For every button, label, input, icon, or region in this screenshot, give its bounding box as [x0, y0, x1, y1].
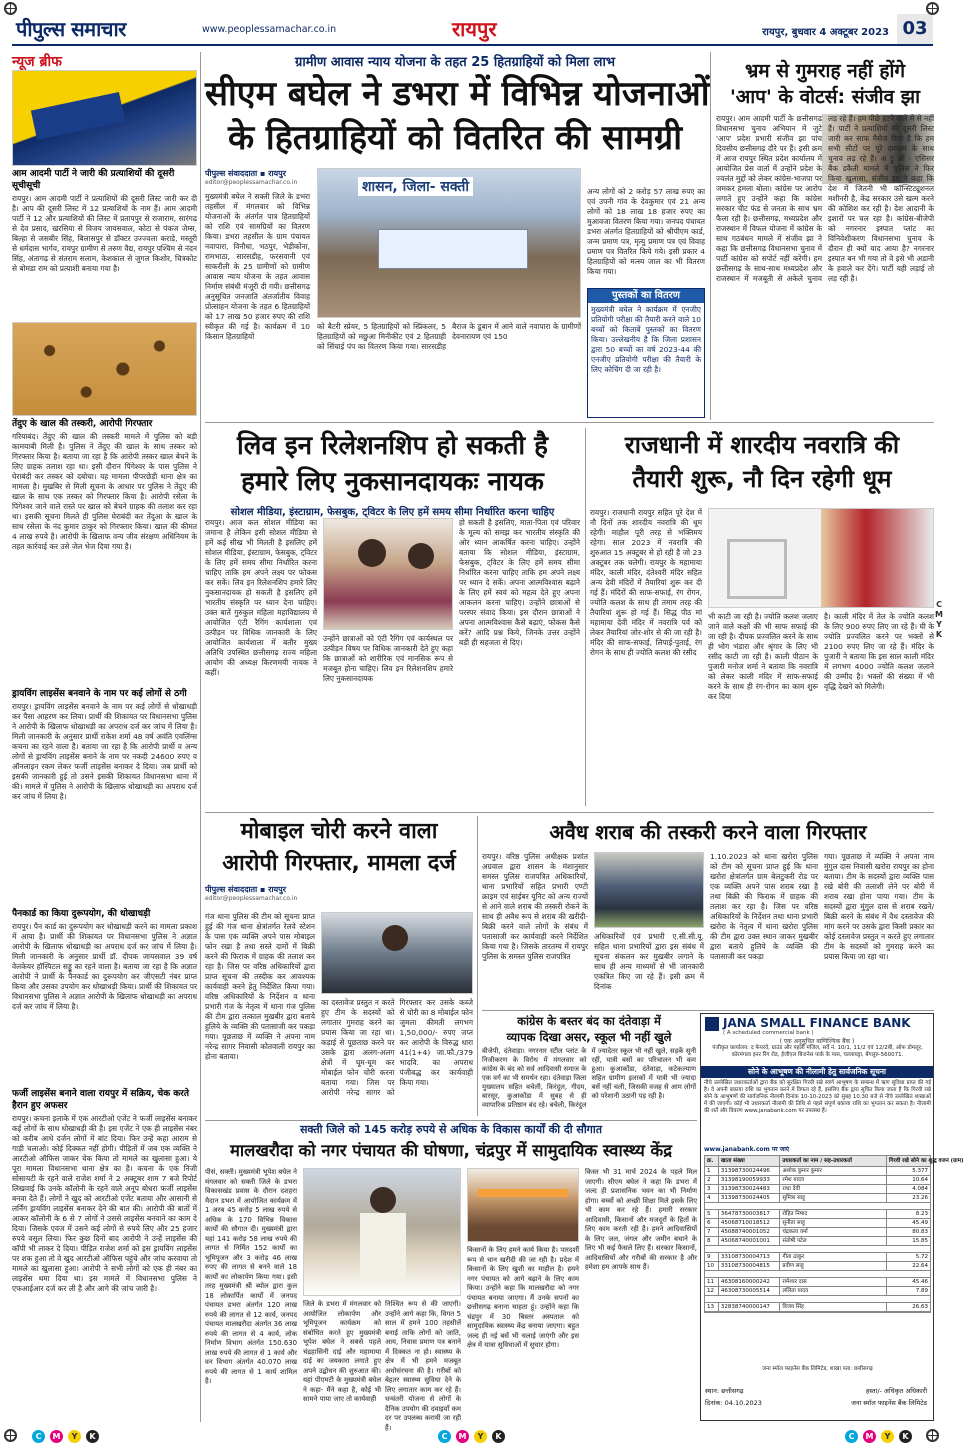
table-cell-wt: 5.377 [912, 1168, 928, 1174]
row-divider-2 [205, 812, 934, 813]
table-cell-acc: 31398730024405 [719, 1194, 780, 1202]
story-live-headline-1: लिव इन रिलेशनशिप हो सकती है [236, 431, 548, 461]
page-number: 03 [897, 14, 933, 44]
story-navratri-photo [708, 508, 934, 608]
story-live-in [205, 428, 580, 808]
story-mobile-col1: गंज थाना पुलिस की टीम को सूचना प्राप्त हुई की गंज थाना क्षेत्रांतर्गत रेलवे स्टेशन के पास एक व्यक्ति अपने पास मोबाइल फोन रखा है तथा सस्ते दामों में बिक्री करने की फिराक में ग्राहक की तलाश कर रहा है। जिस पर वरिष्ठ अधिकारियों द्वारा प्राप्त सूचना की तस्दीक कर आवश्यक कार्यवाही करने हेतु निर्देशित किया गया। वरिष्ठ अधिकारियों के निर्देशन व थाना प्रभारी गंज के नेतृत्व में थाना गंज पुलिस की टीम द्वारा तत्काल मुखबीर द्वारा बताये हुलिये के व्यक्ति की पतासाजी कर पकड़ा गया। पूछताछ में व्यक्ति ने अपना नाम नरेन्द्र सागर निवासी कोतवाली रायपुर का होना बताया। [205, 912, 315, 1061]
masthead-website: www.peoplessamachar.co.in [202, 24, 337, 35]
story-congress [482, 1013, 696, 1117]
row-divider-1 [205, 422, 934, 423]
column-divider-top-right [710, 52, 711, 420]
table-cell-name: अशोक कुमार कुमार [780, 1167, 887, 1175]
brief-title-4: पैनकार्ड का किया दुरूपयोग, की धोखाधड़ी [12, 909, 151, 919]
story-liquor [482, 816, 934, 1008]
story-navratri-col2: भी काटी जा रही है। ज्योति कलश जलाए जाने वाले कक्षों की भी साफ सफाई की जा रही है। दीपक प्रज्वलित करने के साथ ही भोग भंडारा और श्रृंगार के लिए भी रसीद काटी जा रही है। काली पीठान के पुजारी मनोज शर्मा ने बताया कि नवरात्रि को लेकर काली मंदिर में साफ-सफाई करने के साथ ही रंग-रोगन का काम शुरू कर दिया [708, 612, 818, 701]
table-cell-wt: 22.64 [912, 1263, 928, 1269]
table-cell-no: 8 [705, 1237, 719, 1245]
cmyk-magenta-dot: M [50, 1430, 63, 1443]
table-row [705, 1209, 930, 1219]
cmyk-cyan-dot: C [32, 1430, 45, 1443]
story-mobile [205, 816, 473, 1118]
leopard-skin-photo [12, 322, 197, 416]
table-cell-name: राधा देवी [780, 1185, 887, 1193]
story-bottom-col5: किस्त भी 31 मार्च 2024 के पहले मिल जाएगी। सीएम बघेल ने कहा कि डभरा में जल्द ही प्रशासनिक भवन का भी निर्माण होगा। बच्चों को अच्छी शिक्षा मिले इसके लिए भी काम कर रहे हैं। हमारी सरकार आदिवासी, किसानों और मजदूरों के हितों के लिए काम करती रही है। हमने आदिवासियों के लिए जल, जंगल और जमीन बचाने के लिए भी कई फैसले लिए हैं। सरकार किसानों, आदिवासियों और गरीबों की सरकार है और हमेशा हम आपके साथ हैं। [585, 1168, 697, 1271]
story-navratri-col1: रायपुर। राजधानी रायपुर सहित पूरे देश में नौ दिनों तक शारदीय नवरात्रि की धूम रहेगी। माहौल पूरी तरह से भक्तिमय रहेगा। साल 2023 में नवरात्रि की शुरुआत 15 अक्टूबर से हो रही है जो 23 अक्टूबर तक चलेगी। रायपुर के महामाया मंदिर, काली मंदिर, दंतेश्वरी मंदिर सहित अन्य देवी मंदिरों में तैयारियां शुरू कर दी गई हैं। मंदिरों की साफ-सफाई, रंग रोगन, ज्योति कलश के साथ ही तमाम तरह की तैयारियां शुरू हो गई हैं। सिद्ध पीठ मां महामाया देवी मंदिर में नवरात्रि पर्व को लेकर तैयारियां जोर-शोर से की जा रही है। मंदिर की साफ-सफाई, लिपाई-पुताई, रंग रोगन के साथ ही ज्योति कलश की रसीद [590, 508, 702, 657]
story-liquor-headline: अवैध शराब की तस्करी करने वाला गिरफ्तार [549, 820, 867, 844]
story-mobile-byline: पीपुल्स संवाददाता ▪ रायपुर [205, 885, 286, 894]
column-divider-mobile [477, 816, 478, 1116]
story-cm-headline-1: सीएम बघेल ने डभरा में विभिन्न योजनाओं [205, 74, 710, 114]
table-row [705, 1167, 930, 1176]
brief-body-5: रायपुर। कचना इलाके में एक आरटीओ एजेंट ने फर्जी लाइसेंस बनाकर कई लोगों के साथ धोखाधड़ी की है। इस एजेंट ने एक ही लाइसेंस नंबर को करीब आधे दर्जन लोगों में बांट दिया। फिर उन्हें कहा आराम से गाड़ी चलाओ। कोई दिक्कत नहीं होगी। पीड़ितों में जब एक व्यक्ति ने आरटीओ ऑफिस जाकर चेक किया तो मामले का खुलासा हुआ। ये पूरा मामला विधानसभा थाना क्षेत्र का है। कचना के एक निजी सोसायटी के रहने वाले राजेश शर्मा ने 2 अक्टूबर शाम 7 बजे रिपोर्ट लिखवाई कि उनके कॉलोनी के रहने वाले अनूप बोधरा फर्जी लाइसेंस बनवा देते हैं। लोगों ने खुद को आरटीओ एजेंट बताया और आसानी से लर्निंग ड्रायविंग लाइसेंस बनाकर देने की बात की। आरोपी की बातों में आकर कॉलोनी के 6 से 7 लोगों ने उससे लाइसेंस बनवाने का काम दे दिया। जिसके एवज में उसने कई लोगों से रुपये लिए और 25 हजार रुपये वसूल लिया। फिर कुछ दिनों बाद आरोपी ने उन्हें लाइसेंस की कॉपी भी लाकर दे दिया। पीड़ित राजेश शर्मा को इस ड्रायविंग लाइसेंस पर शक हुआ तो वे खुद आरटीओ ऑफिस पहुंचे और जांच करवाया तो मामले का खुलासा हुआ। आरोपी ने सभी लोगों को एक ही नंबर का लाइसेंस थमा दिया था। इस मामले में विधानसभा पुलिस ने एफआईआर दर्ज कर ली है और आगे की जांच जारी है। [12, 1114, 197, 1293]
table-cell-acc: 31398730024483 [719, 1185, 780, 1193]
auction-signatory: हस्ता/- अधिकृत अधिकारी [865, 1387, 927, 1395]
jana-bank-sub: ( एक अनुसूचित वाणिज्यिक बैंक ) [779, 1038, 855, 1045]
story-liquor-col2: अधिकारियों एवं प्रभारी ए.सी.सी.यू. सहित थाना प्रभारियों द्वारा इस संबंध में सूचना संकलन कर मुखबीर लगाने के साथ ही अन्य माध्यमों से भी जानकारी एकत्रित किए जा रहे हैं। इसी क्रम में दिनांक [594, 932, 704, 991]
table-row [705, 1237, 930, 1246]
story-navratri-headline-1: राजधानी में शारदीय नवरात्रि की [624, 431, 900, 459]
books-box-title: पुस्तकों का वितरण [588, 289, 704, 303]
masthead-logo [12, 14, 134, 44]
auction-branch-line: जना स्मॉल फाइनेंस बैंक लिमिटेड, शाखा पता: छत्तीसगढ़ [762, 1366, 873, 1372]
registration-mark-bottom-left [4, 1429, 17, 1442]
table-cell-acc: 33108730004713 [719, 1253, 780, 1261]
table-cell-name: सुनीता साहू [780, 1219, 887, 1227]
registration-mark-top-left [4, 2, 17, 15]
row-divider-congress [482, 1010, 934, 1011]
table-cell-name: चंद्रकला वर्मा [780, 1228, 887, 1236]
story-aap [716, 58, 934, 420]
table-cell-no: 13 [705, 1303, 719, 1311]
table-cell-wt: 26.63 [912, 1304, 928, 1310]
jana-bank-address: पंजीकृत कार्यालय: द फेयरवे, ग्राउंड और पहली मंजिल, सर्वे नं. 10/1, 11/2 एवं 12/2बी, ऑफ डोमलूर, कोरमंगला इनर रिंग रोड, ईजीएल बिजनेस पार्क के पास, चल्लाघट्टा, बेंगलुरु-560071. [712, 1045, 923, 1058]
table-cell-name: ललिता यादव [780, 1287, 887, 1295]
brief-title-3: ड्रायविंग लाइसेंस बनवाने के नाम पर कई लोगों से ठगी [12, 689, 187, 699]
auction-notice-text: नीचे उल्लेखित उधारकर्ताओं द्वारा बैंक को सुरक्षित गिरवी रखे स्वर्ण आभूषण के सम्बन्ध में ऋण सुविधा प्राप्त की गई है। वे अपनी बकाया राशि का भुगतान करने में विफल रहे हैं, इसलिए बैंक द्वारा सूचित किया जाता है कि गिरवी रखे सोने के आभूषणों की सार्वजनिक नीलामी दिनांक 10-10-2023 को सुबह 10.30 बजे से नीचे उल्लेखित शाखाओं में की जाएगी। कोई भी उधारकर्ता नीलामी की तिथि से पहले संपूर्ण बकाया राशि का भुगतान कर सकता है। नीलामी की शर्तें और विवरण www.janabank.com पर उपलब्ध हैं। [704, 1080, 931, 1114]
auction-title-band: सोने के आभूषण की नीलामी हेतु सार्वजनिक सूचना [701, 1066, 933, 1078]
table-row [705, 1219, 930, 1228]
table-cell-name: विजय सिंह [780, 1303, 887, 1311]
footer-cmyk-left [32, 1430, 102, 1443]
story-congress-headline-1: कांग्रेस के बस्तर बंद का दंतेवाड़ा में [517, 1014, 661, 1028]
jana-bank-tagline: ( A scheduled commercial bank ) [723, 1030, 814, 1036]
table-cell-acc: 31398190059933 [719, 1176, 780, 1184]
table-cell-acc: 45068710018512 [719, 1219, 780, 1227]
table-cell-wt: 23.26 [912, 1195, 928, 1201]
auction-table [704, 1155, 964, 1313]
story-mobile-email: editor@peoplessamachar.co.in [205, 895, 298, 902]
story-mobile-col2: का दस्तावेज प्रस्तुत न करते हुए टीम के सदस्यों को लगातार गुमराह करने का प्रयास किया जा रहा था। कड़ाई से पूछताछ करने पर उसके द्वारा अलग-अलग क्षेत्रों में घूम-घूम कर मोबाईल फोन चोरी करना बताया गया। जिस पर आरोपी नरेन्द्र सागर को गिरफ्तार कर उसके कब्जे से चोरी का 8 मोबाईल फोन जुमला कीमती लगभग 1,50,000/- रुपए जप्त कर आरोपी के विरुद्ध धारा 41(1+4) जा.फौ./379 भादवि. का अपराध पंजीबद्ध कर कार्यवाही किया गया। [321, 998, 473, 1097]
masthead-brand: पीपुल्स समाचार [16, 17, 126, 41]
story-live-col1: रायपुर। आज कल सोशल मीडिया का जमाना है लेकिन इसी सोशल मीडिया से हमें कई सीख भी मिलती है इसलिए हमें सोशल मीडिया, इंस्टाग्राम, फेसबुक, ट्विटर के लिए हमें समय सीमा निर्धारित करना चाहिए ताकि हम अपने लक्ष्य पर फोकस कर सकें। लिव इन रिलेशनशिप हमारे लिए नुकसानदायक हो सकती है इसलिए हमें भारतीय संस्कृति पर ध्यान देना चाहिए। उक्त बातें गुरुकुल महिला महाविद्यालय में आयोजित एंटी रैगिंग कार्यशाला एवं उत्पीड़न पर विधिक जानकारी के लिए आयोजित कार्यशाला में बतौर मुख्य अतिथि उपस्थित छत्तीसगढ़ राज्य महिला आयोग की अध्यक्ष किरणमयी नायक ने कहीं। [205, 518, 317, 677]
brief-body-1: रायपुर। आम आदमी पार्टी ने प्रत्याशियों की दूसरी लिस्ट जारी कर दी है। आप की दूसरी लिस्ट में 12 प्रत्याशियों के नाम हैं। आम आदमी पार्टी ने 12 और प्रत्याशियों की लिस्ट में प्रतापपुर से राजाराम, सारंगढ़ से देव प्रसाद, खरसिया से विजय जायसवाल, कोटा से पंकज जेम्स, बिल्हा से जसबीर सिंह, बिलासपुर से डॉक्टर उज्ज्वला कराड़े, मस्तूरी से धर्मदास भार्गव, रायपुर ग्रामीण से तरुण वैद्य, रायपुर पश्चिम से नंदन सिंह, अंतागढ़ से संतराम सलाम, केशकाल से जुगल किशोर, चित्रकोट से बोमडा राम को प्रत्याशी बनाया गया है। [12, 194, 197, 273]
masthead-underline [12, 44, 933, 46]
column-divider-left [200, 52, 201, 1422]
table-cell-no: 11 [705, 1278, 719, 1286]
table-cell-no: 10 [705, 1262, 719, 1270]
story-cm-byline: पीपुल्स संवाददाता ▪ रायपुर [205, 169, 286, 178]
registration-mark-bottom-right [926, 1429, 939, 1442]
story-mobile-photo [321, 912, 473, 994]
table-cell-wt: 45.49 [912, 1220, 928, 1226]
story-congress-body: बीजेपी, दंतेवाड़ा। नगरनार स्टील प्लांट के निजीकरण के विरोध में मंगलवार को कांग्रेस के बंद को सर्व आदिवासी समाज के एक वर्ग का भी समर्थन रहा। दंतेवाड़ा जिला मुख्यालय सहित बचेली, किरंदुल, गीदम, बारसूर, कुआकोंडा में सुबह से ही व्यापारिक प्रतिष्ठान बंद रहे। बचेली, किरंदुल में ज्यादेतर स्कूल भी नहीं खुले, सड़कें सूनी रहीं, यात्री बसों का परिचालन भी कम हुआ। कुआकोंडा, दंतेवाड़ा, कटेकल्याण सहित ग्रामीण इलाकों में यात्री भी ज्यादा बसें नहीं चली, जिसकी वजह से आम लोगों को परेशानी उठानी पड़ रही है। [482, 1047, 696, 1109]
table-cell-acc: 32838740000147 [719, 1303, 780, 1311]
cmyk-black-dot: K [86, 1430, 99, 1443]
story-live-photo [323, 518, 453, 630]
story-navratri-headline-2: तैयारी शुरू, नौ दिन रहेगी धूम [632, 465, 892, 493]
brief-title-2: तेंदुए के खाल की तस्करी, आरोपी गिरफ्तार [12, 419, 153, 429]
story-aap-headline-1: भ्रम से गुमराह नहीं होंगे [744, 60, 906, 82]
news-brief-label: न्यूज ब्रीफ [12, 54, 62, 70]
story-liquor-col1: रायपुर। वरिष्ठ पुलिस अधीक्षक प्रशांत अग्रवाल द्वारा शासन के मंशानुसार समस्त पुलिस राजपत्रित अधिकारियों, थाना प्रभारियों सहित प्रभारी एण्टी क्राइम एवं साईबर यूनिट को अन्य राज्यों से आने वाले शराब की तस्करी रोकने के साथ ही अवैध रूप से शराब की खरीदी-बिक्री करने वाले लोगों के संबंध में पतासाजी कर कार्यवाही करने निर्देशित किया गया है। जिसके तारतम्य में रायपुर पुलिस के समस्त पुलिस राजपत्रित [482, 852, 588, 961]
footer-cmyk-right: C M Y K [845, 1430, 915, 1443]
table-row [705, 1176, 930, 1185]
news-brief-column [12, 52, 197, 1424]
story-aap-headline-2: 'आप' के वोटर्स: संजीव झा [729, 86, 921, 108]
jana-bank-ad [700, 1013, 964, 1421]
table-cell-no: 4 [705, 1194, 719, 1202]
table-cell-no: 3 [705, 1185, 719, 1193]
table-cell-no: 1 [705, 1167, 719, 1175]
jana-bank-logo [705, 1017, 719, 1031]
aap-rally-photo [12, 70, 197, 166]
story-navratri-col3: है। काली मंदिर में तेल के ज्योति कलश के लिए 900 रुपए लिए जा रहे हैं। घी के ज्योति प्रज्वलित करने पर भक्तों से 2100 रुपए लिए जा रहे हैं। मंदिर के पुजारी ने बताया कि इस साल काली मंदिर में लगभग 4000 ज्योति कलश जलाने की उम्मीद है। भक्तों की संख्या में भी वृद्धि देखने को मिलेगी। [824, 612, 934, 691]
table-row [705, 1185, 930, 1194]
story-live-kicker: सोशल मीडिया, इंस्टाग्राम, फेसबुक, ट्विटर के लिए हमें समय सीमा निर्धारित करना चाहिए [230, 507, 555, 518]
story-cm-headline-2: के हितग्राहियों को वितरित की सामग्री [227, 118, 683, 158]
table-cell-name: प्रवीण साहू [780, 1262, 887, 1270]
story-live-col3: हो सकती है इसलिए, माता-पिता एवं परिवार के मूल्य को समझ कर भारतीय संस्कृति की ओर ध्यान आकर्षित करना चाहिए। उन्होंने बताया कि सोशल मीडिया, इंस्टाग्राम, फेसबुक, ट्विटर के लिए हमें समय सीमा निर्धारित करना चाहिए ताकि हम अपने लक्ष्य पर ध्यान दे सकें। अपना आत्मविश्वास बढ़ाने के लिए हमें स्वयं को महत्व देते हुए अपना आकलन करना चाहिए। उन्होंने छात्राओं से परस्पर संवाद किया। इस दौरान छात्राओं ने अपना आत्मविश्वास कैसे बढ़ाएं, फोकस कैसे करें? आदि प्रश्न किये, जिनके उत्तर उन्होंने बड़ी ही सहजता से दिए। [459, 518, 580, 647]
auction-signatory-bank: जना स्मॉल फाइनेंस बैंक लिमिटेड [851, 1399, 927, 1407]
table-cell-wt: 8.23 [915, 1211, 928, 1217]
table-cell-wt: 10.64 [912, 1177, 928, 1183]
story-bottom-headline: मालखरौदा को नगर पंचायत की घोषणा, चंद्रपुर में सामुदायिक स्वास्थ्य केंद्र [230, 1141, 672, 1160]
story-congress-headline-2: व्यापक दिखा असर, स्कूल भी नहीं खुले [506, 1030, 672, 1044]
story-bottom-kicker: सक्ती जिले को 145 करोड़ रुपये से अधिक के विकास कार्यों की दी सौगात [299, 1123, 602, 1136]
table-cell-wt: 4.084 [912, 1186, 928, 1192]
story-liquor-col3: 1.10.2023 को थाना खरोरा पुलिस को टीम को सूचना प्राप्त हुई कि थाना खरोरा क्षेत्रांतर्गत ग्राम बेलटुकरी रोड पर एक व्यक्ति अपने पास शराब रखा है तथा बिक्री की फिराक में ग्राहक की तलाश कर रहा है। जिस पर वरिष्ठ अधिकारियों के निर्देशन तथा थाना प्रभारी खरोरा के नेतृत्व में थाना खरोरा पुलिस की टीम द्वारा उक्त स्थान जाकर मुखबीर द्वारा बताये हुलिये के व्यक्ति की पतासाजी कर पकड़ा [710, 852, 818, 961]
story-cm-col1: मुख्यमंत्री बघेल ने सक्ती जिले के डभरा तहसील में मंगलवार को विभिन्न योजनाओं के अंतर्गत पात्र हितग्राहियों को राशि एवं सामग्रियों का वितरण किया। डभरा तहसील के ग्राम पंचायत नवापारा, विनौधा, भठपुर, भेड़ीकोना, रामभाठा, सारसडीह, फरसवानी एवं साकरौली के 25 ग्रामीणों को ग्रामीण आवास न्याय योजना के तहत आवास निर्माण संबंधी मंजूरी दी गयी। छत्तीसगढ़ अनुसूचित जनजाति अंतर्जातीय विवाह प्रोत्साहन योजना के तहत 6 हितग्राहियों को 17 लाख 50 हजार रुपए की राशि स्वीकृत की गई है। कार्यक्रम में 10 किसान हितग्राहियों [205, 192, 310, 341]
story-bottom-col3: निश्चित रूप से की जाएगी। उन्होंने आगे कहा कि, विगत 5 साल में हमने 100 तहसीलें बनाई ताकि लोगों को जाति, आय, निवास प्रमाण पत्र बनाने में दिक्कत ना हो। स्वास्थ्य के क्षेत्र में भी हमने मजबूत अधोसंरचना की है। गरीबों को बेहतर स्वास्थ्य सुविधा देने के लिए लगातार काम कर रहे हैं। धन्वंतरी योजना से लोगों के दैनिक उपयोग की दवाइयाँ कम दर पर उपलब्ध करायी जा रही हैं। [385, 1300, 461, 1432]
footer-cmyk-center: C M Y K [438, 1430, 508, 1443]
registration-mark-top-right [926, 2, 939, 15]
brief-body-3: रायपुर। ड्रायविंग लाइसेंस बनवाने के नाम पर कई लोगों से धोखाधड़ी कर पैसा आहरण कर लिया। प्रार्थी की शिकायत पर विधानसभा पुलिस ने आरोपी के खिलाफ धोखाधड़ी का अपराध दर्ज कर जांच में लिया है। मिली जानकारी के अनुसार प्रार्थी राकेश शर्मा 48 वर्ष अवंति एवलिंग्स कचना का रहने वाला है। बताया जा रहा है कि आरोपी प्रार्थी व अन्य लोगों से ड्रायविंग लाइसेंस बनाने के नाम पर नकदी 24600 रुपए व ऑनलाइन रकम लेकर फर्जी लाइसेंस बनाकर दे दिया। जब प्रार्थी को इसकी जानकारी हुई तो उसने इसकी शिकायत विधानसभा थाना में की। मामले में पुलिस ने आरोपी के खिलाफ धोखाधड़ी का अपराध दर्ज कर जांच में लिया है। [12, 702, 197, 801]
story-aap-body: रायपुर। आम आदमी पार्टी के छत्तीसगढ़ विधानसभा चुनाव अभियान में जुटे 'आप' प्रदेश प्रभारी संजीव झा पांच दिवसीय छत्तीसगढ़ दौरे पर हैं। इसी क्रम में आज रायपुर स्थित प्रदेश कार्यालय में आयोजित प्रेस वार्ता में उन्होंने प्रदेश के ज्वलंत मुद्दों को लेकर कांग्रेस-भाजपा पर जमकर हमला बोला। कांग्रेस पर आरोप लगाते हुए उन्होंने कहा कि कांग्रेस सरकार चीट फंड से जनता के साथ भ्रम फैला रही है। छत्तीसगढ़, मध्यप्रदेश और राजस्थान में विफल योजना में कांग्रेस के साथ गठबंधन मामले में संजीव झा ने कहा कि छत्तीसगढ़ विधानसभा चुनाव में पार्टी कांग्रेस को सपोर्ट नहीं करेगी। हम छत्तीसगढ़ के साथ-साथ मध्यप्रदेश और राजस्थान में मजबूती से अकेले चुनाव लड़ रहे हैं। हम पीछे हटने वाले में से नहीं हैं। पार्टी ने प्रत्याशियों की दूसरी लिस्ट जारी कर साफ मैसेज दिया है कि हम सभी सीटों पर पूरे दमखम के साथ चुनाव लड़ रहे हैं। अ ट्रू श्री - एसिसर बैंक डकैती मामले में पुलिस ने फिर किया खुलासा, संजीव झा ने कहा कि देश में जितनी भी कॉन्स्टिट्यूशनल मशीनरी है, केंद्र सरकार उसे खत्म करने की कोशिश कर रही है। देश आदानी के इशारों पर चल रहा है। कांग्रेस-बीजेपी को नगरनार इस्पात प्लांट का विनिवेशीकरण विधानसभा चुनाव के दौरान ही क्यों याद आया है? नगरनार इस्पात बन भी गया तो वे इसे भी अडानी के हवाले कर देंगे। पार्टी यही लड़ाई तो लड़ रही है। [716, 114, 934, 283]
brief-body-2: गरियाबंद। तेंदुए की खाल की तस्करी मामले में पुलिस को बड़ी कामयाबी मिली है। पुलिस ने तेंदुए की खाल के साथ तस्कर को गिरफ्तार किया है। बताया जा रहा है कि आरोपी तस्कर खाल बेचने के लिए ग्राहक तलाश रहा था। इसी दौरान पिंगेश्वर के पास पुलिस ने घेराबंदी कर तस्कर को दबोचा। यह मामला पीपरछेड़ी थाना क्षेत्र का मामला है। मुखबिर से मिली सूचना के आधार पर पुलिस ने तेंदुए की खाल के साथ एक तस्कर को गिरफ्तार किया है। आरोपी रसेला के पिंगेश्वर जाने वाले रास्ते पर खाल को बेचने ग्राहक की तलाश कर रहा था। इसकी सूचना मिलते ही पुलिस घेराबंदी कर तेंदुआ के खाल के साथ रसेला के नंद कुमार ठाकुर को गिरफ्तार किया। खाल की कीमत 4 लाख रुपये है। आरोपी के खिलाफ वन्य जीव संरक्षण अधिनियम के तहत कार्रवाई कर उसे जेल भेज दिया गया है। [12, 432, 197, 551]
table-row [705, 1262, 930, 1271]
auction-place: स्थान: छत्तीसगढ़ [705, 1387, 744, 1395]
story-bottom-photo-stage [467, 1168, 579, 1242]
table-cell-no: 7 [705, 1228, 719, 1236]
books-box [587, 288, 705, 418]
table-cell-name: सुमित्रा साहू [780, 1194, 887, 1202]
jana-bank-name: JANA SMALL FINANCE BANK [723, 1016, 911, 1030]
table-cell-acc: 33108730004815 [719, 1262, 780, 1270]
story-mobile-headline-1: मोबाइल चोरी करने वाला [240, 819, 438, 844]
table-cell-no: 12 [705, 1287, 719, 1295]
table-cell-wt: 80.83 [912, 1229, 928, 1235]
auction-date: दिनांक: 04.10.2023 [705, 1399, 762, 1407]
table-cell-acc: 45068740001001 [719, 1237, 780, 1245]
story-cm-kicker: ग्रामीण आवास न्याय योजना के तहत 25 हितग्राहियों को मिला लाभ [295, 55, 615, 70]
table-cell-no: 5 [705, 1210, 719, 1218]
table-cell-name: संतोषी पटेल [780, 1237, 887, 1245]
brief-title-5: फर्जी लाइसेंस बनाने वाला रायपुर में सक्रिय, चेक करते हैरान हुए अफसर [12, 1089, 189, 1111]
story-liquor-photo [594, 852, 704, 928]
table-cell-acc: 31398730024496 [719, 1167, 780, 1175]
cmyk-yellow-dot: Y [68, 1430, 81, 1443]
masthead [12, 14, 933, 46]
table-cell-acc: 46308730005514 [719, 1287, 780, 1295]
brief-title-1: आम आदमी पार्टी ने जारी की प्रत्याशियों की दूसरी सूचीसूची [12, 169, 175, 191]
story-live-headline-2: हमारे लिए नुकसानदायकः नायक [241, 467, 544, 497]
table-cell-acc: 45088740001052 [719, 1228, 780, 1236]
table-cell-no: 6 [705, 1219, 719, 1227]
story-liquor-col4: गया। पूछताछ में व्यक्ति ने अपना नाम मुंगुल दास निवासी खरोरा रायपुर का होना बताया। टीम के सदस्यों द्वारा व्यक्ति पास रखे बोरी की तलाशी लेने पर बोरी में शराब रखा होना पाया गया। टीम के सदस्यों द्वारा मुंगुल दास से शराब रखने/बिक्री करने के संबंध में वैध दस्तावेज की मांग करने पर उसके द्वारा किसी प्रकार का कोई दस्तावेज प्रस्तुत न करते हुए लगातार टीम के सदस्यों को गुमराह करने का प्रयास किया जा रहा था। [824, 852, 934, 961]
books-box-body: मुख्यमंत्री बघेल ने कार्यक्रम में एनजीए प्रतियोगी परीक्षा की तैयारी करने वाले 10 बच्चों को किताबें पुस्तकों का वितरण किया। उल्लेखनीय है कि जिला प्रशासन द्वारा 50 बच्चों का वर्ष 2023-44 की एनजीए प्रतियोगी परीक्षा की तैयारी के लिए कोचिंग दी जा रही है। [591, 305, 701, 374]
table-cell-wt: 45.46 [912, 1279, 928, 1285]
table-cell-no: 2 [705, 1176, 719, 1184]
story-mobile-headline-2: आरोपी गिरफ्तार, मामला दर्ज [222, 851, 456, 876]
story-cm-col3: अन्य लोगों को 2 करोड़ 57 लाख रुपए का एवं उपनी गांव के देवकुमार एवं 21 अन्य लोगों को 18 लाख 18 हजार रुपए का मुआवजा वितरण किया गया। जनपद पंचायत डभरा अंतर्गत हितग्राहियों को श्रीपीएम कार्ड, जन्म प्रमाण पत्र, मृत्यु प्रमाण पत्र एवं विवाह प्रमाण पत्र वितरित किये गये। इसी प्रकार 4 हितग्राहियों को मत्स्य जाल का भी वितरण किया गया। [587, 187, 705, 276]
story-cm [205, 52, 710, 420]
table-row [705, 1302, 930, 1312]
story-bottom-col1: पीसं, सक्ती। मुख्यमंत्री भूपेश बघेल ने मंगलवार को सक्ती जिले के डभरा विकासखंड प्रवास के दौरान दशहरा मैदान डभरा में आयोजित कार्यक्रम में 1 अरब 45 करोड़ 5 लाख रुपये से अधिक के 170 विभिन्न विकास कार्यों की सौगात दी। मुख्यमंत्री द्वारा यहां 141 करोड़ 58 लाख रुपये की लागत से निर्मित 152 कार्यों का भूमिपूजन और 3 करोड़ 46 लाख रुपए की लागत से बनने वाले 18 कार्यों का लोकार्पण किया गया। इसी तरह मुख्यमंत्री श्री ब्योल द्वारा कुल 18 लोकार्पित कार्यों में जनपद पंचायत डभरा अंतर्गत 120 लाख रुपये की लागत से 12 कार्य, जनपद पंचायत मालखरौदा अंतर्गत 36 लाख रुपये की लागत से 4 कार्य, लोक निर्माण विभाग अंतर्गत 150.630 लाख रुपये की लागत से 1 कार्य और वन विभाग अंतर्गत 40.070 लाख रुपये की लागत से 1 कार्य शामिल है। [205, 1168, 297, 1385]
story-navratri [590, 428, 934, 808]
table-cell-acc: 46308160000242 [719, 1278, 780, 1286]
table-row [705, 1277, 930, 1287]
brief-body-4: रायपुर। पैन कार्ड का दुरूपयोग कर धोखाधड़ी करने का मामला प्रकाश में आया है। प्रार्थी की शिकायत पर विधानसभा पुलिस ने अज्ञात आरोपी के खिलाफ धोखाधड़ी का अपराध दर्ज कर जांच में लिया है। मिली जानकारी के अनुसार प्रार्थी डॉ. दीपक जायसवाल 39 वर्ष वेलकेयर हॉस्पिटल सड्डू का रहने वाला है। बताया जा रहा है कि अज्ञात आरोपी ने प्रार्थी के पैनकार्ड का दुरूपयोग कर जीएसटी नंबर प्राप्त किया और उसका उपयोग कर धोखाधड़ी किया। प्रार्थी की शिकायत पर विधानसभा पुलिस ने अज्ञात आरोपी के खिलाफ धोखाधड़ी का अपराध दर्ज कर जांच में लिया है। [12, 922, 197, 1011]
auction-table-header: क्र. खाता संख्या उधारकर्ता का नाम / सह-उधारकर्ता गिरवी रखे सोने का शुद्ध वजन (ग्राम) [705, 1156, 930, 1167]
row-divider-3 [205, 1120, 697, 1121]
column-divider-mid [585, 428, 586, 806]
story-bottom-col2: जिले के डभरा में मंगलवार को आयोजित लोकार्पण और भूमिपूजन कार्यक्रम को संबोधित करते हुए मुख्यमंत्री भूपेश बघेल ने सबसे पहले चंद्रहासिनी दाई और महामाया दाई का जयकारा लगाते हुए अपने उद्बोधन की शुरुआत की। यहां पीएमटी के मुख्यमंत्री बघेल ने कहा- मैंने कहा है, कोई भी सामने पाया जाए तो कार्यवाही [303, 1300, 381, 1403]
side-cmyk-mark: C M Y K [935, 600, 943, 639]
story-bottom-col4: किसानों के लिए हमने कार्य किया है। पारदर्शी रूप से धान खरीदी की जा रही है। प्रदेश में किसानों के लिए खुशी का माहौल है। हमने नगर पंचायत को आगे बढ़ाने के लिए काम किया। उन्होंने कहा कि मालखरौदा को नगर पंचायत बनाया जाएगा। मैं उनके सपनों का छत्तीसगढ़ बनाना चाहता हूं। उन्होंने कहा कि चंद्रपुर में 30 बिस्तर अस्पताल को सामुदायिक स्वास्थ्य केंद्र बनाया जाएगा। बहुत जल्द ही नई बसें भी चलाई जाएंगी और इस क्षेत्र में यात्रा सुविधाओं में सुधार होगा। [467, 1246, 579, 1349]
story-bottom-photo-main [303, 1168, 461, 1296]
table-cell-name: रामेश्वर दास [780, 1278, 887, 1286]
story-live-col2: उन्होंने छात्राओं को एंटी रैगिंग एवं कार्यस्थल पर उत्पीड़न विषय पर विधिक जानकारी देते हुए कहा कि छात्राओं को शारीरिक एवं मानसिक रूप से मजबूत होना चाहिए। लिव इन रिलेशनशिप हमारे लिए नुकसानदायक [323, 634, 453, 683]
table-cell-wt: 15.85 [912, 1238, 928, 1244]
story-cm-photo [317, 168, 581, 318]
auction-website[interactable]: www.janabank.com पर जाएं [704, 1146, 790, 1153]
table-cell-name: गीता ठाकुर [780, 1253, 887, 1261]
table-cell-acc: 36478730003817 [719, 1210, 780, 1218]
table-cell-wt: 5.72 [915, 1254, 928, 1260]
story-cm-email: editor@peoplessamachar.co.in [205, 179, 298, 186]
story-cm-col2: को बैटरी स्प्रेयर, 5 हितग्राहियों को स्प्रिंकलर, 5 हितग्राहियों को मछुआ मिनीकीट एवं 2 हितग्राही को सिंचाई पंप का वितरण किया गया। सारसडीह बैराज के डूबान में आने वाले नवापारा के ग्रामीणों देवनारायण एवं 150 [317, 322, 581, 351]
table-cell-name: रोहित निषाद [780, 1210, 887, 1218]
masthead-city: रायपुर [452, 17, 497, 41]
table-cell-no: 9 [705, 1253, 719, 1261]
table-row [705, 1228, 930, 1237]
table-cell-wt: 7.89 [915, 1288, 928, 1294]
masthead-dateline: रायपुर, बुधवार 4 अक्टूबर 2023 [762, 27, 889, 38]
story-bottom [205, 1122, 697, 1432]
table-row [705, 1287, 930, 1296]
table-cell-name: रमेश यादव [780, 1176, 887, 1184]
photo-banner: शासन, जिला- सक्ती [358, 177, 473, 196]
table-row [705, 1194, 930, 1203]
table-row [705, 1252, 930, 1262]
